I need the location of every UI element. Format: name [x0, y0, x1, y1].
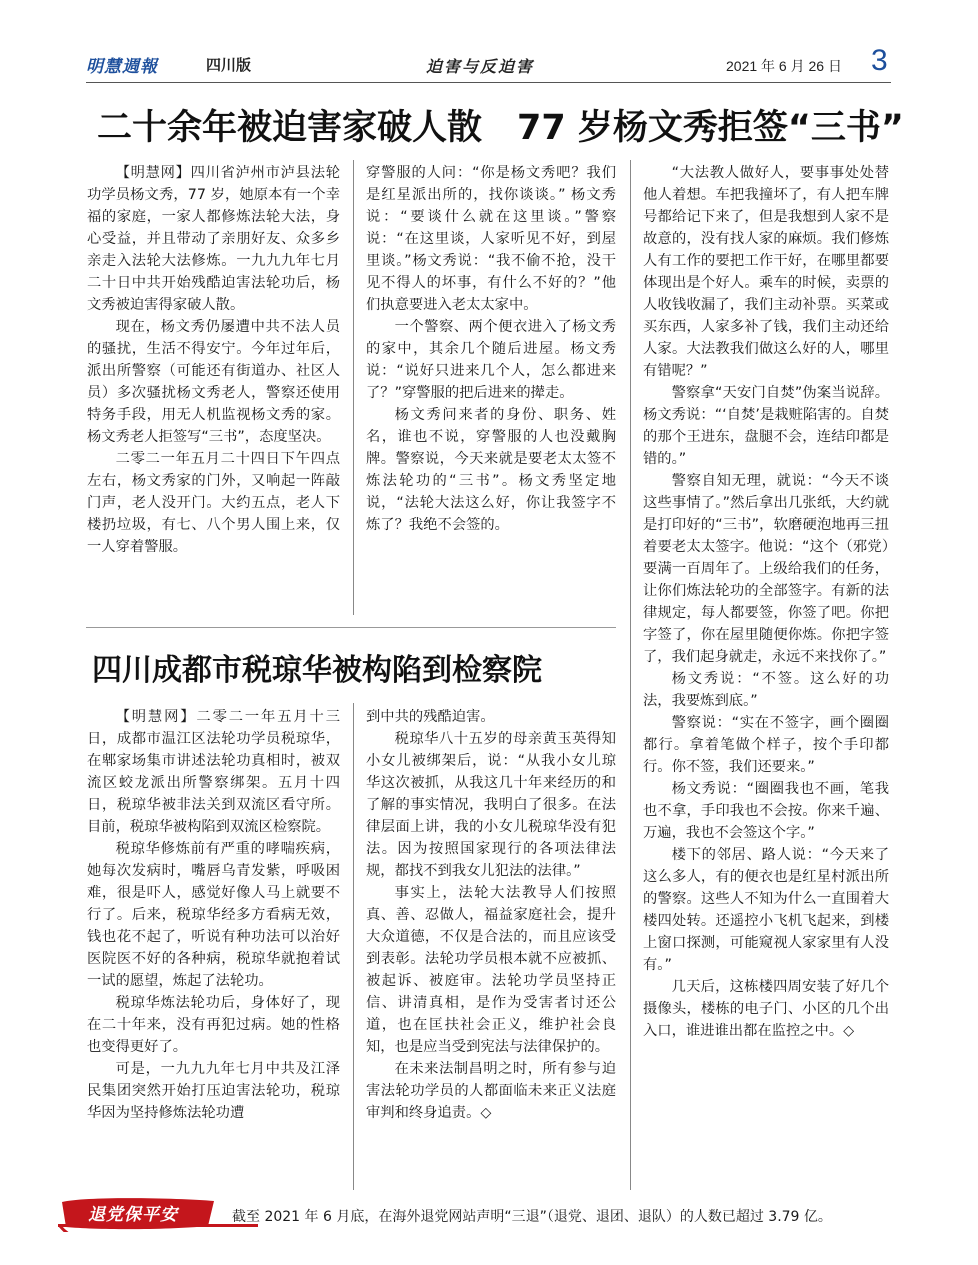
article-1-paragraph: 警察说：“实在不签字，画个圈圈都行。拿着笔做个样子，按个手印都行。你不签，我们还要来。” — [643, 715, 889, 775]
article-1-paragraph: 几天后，这栋楼四周安装了好几个摄像头，楼栋的电子门、小区的几个出入口，谁进谁出都在监控之中。◇ — [643, 979, 889, 1039]
article-2-column-2 — [366, 706, 616, 1124]
article-1-column-3 — [643, 162, 889, 1042]
issue-date: 2021 年 6 月 26 日 — [726, 58, 842, 74]
footer-notice: 截至 2021 年 6 月底，在海外退党网站声明“三退”（退党、退团、退队）的人数已超过 3.79 亿。 — [232, 1209, 832, 1225]
header-rule — [86, 82, 891, 83]
masthead: 明慧週報 — [86, 57, 158, 77]
badge-label: 退党保平安 — [88, 1205, 178, 1225]
article-2-paragraph: 税琼华八十五岁的母亲黄玉英得知小女儿被绑架后，说：“从我小女儿琼华这次被抓，从我这几十年来经历的和了解的事实情况，我明白了很多。在法律层面上讲，我的小女儿税琼华没有犯法。因为按照国家现行的各项法律法规，都找不到我女儿犯法的法律。” — [366, 731, 616, 879]
article-1-paragraph: 警察自知无理，就说：“今天不谈这些事情了。”然后拿出几张纸，大约就是打印好的“三书”，软磨硬泡地再三扭着要老太太签字。他说：“这个（邪党）要满一百周年了。上级给我们的任务，让你们炼法轮功的全部签字。有新的法律规定，每人都要签，你签了吧。你把字签了，你在屋里随便你炼。你把字签了，我们起身就走，永远不来找你了。” — [643, 473, 889, 665]
article-2-paragraph: 税琼华炼法轮功后，身体好了，现在二十年来，没有再犯过病。她的性格也变得更好了。 — [87, 995, 340, 1055]
column-divider — [353, 160, 354, 615]
article-1-paragraph: 杨文秀说：“不签。这么好的功法，我要炼到底。” — [643, 671, 889, 709]
article-1-paragraph: “大法教人做好人，要事事处处替他人着想。车把我撞坏了，有人把车牌号都给记下来了，但是我想到人家不是故意的，没有找人家的麻烦。我们修炼人有工作的要把工作干好，在哪里都要体现出是个好人。乘车的时候，卖票的人收钱收漏了，我们主动补票。买菜或买东西，人家多补了钱，我们主动还给人家。大法教我们做这么好的人，哪里有错呢？” — [643, 165, 889, 379]
article-1-column-2 — [366, 162, 616, 536]
article-1-paragraph: 警察拿“天安门自焚”伪案当说辞。杨文秀说：“‘自焚’是栽赃陷害的。自焚的那个王进东，盘腿不会，连结印都是错的。” — [643, 385, 889, 467]
article-1-column-1 — [87, 162, 340, 558]
article-1-paragraph: 楼下的邻居、路人说：“今天来了这么多人，有的便衣也是红星村派出所的警察。这些人不知为什么一直围着大楼四处转。还遥控小飞机飞起来，到楼上窗口探测，可能窥视人家家里有人没有。” — [643, 847, 889, 973]
column-divider — [353, 703, 354, 1190]
article-2-paragraph: 税琼华修炼前有严重的哮喘疾病，她每次发病时，嘴唇乌青发紫，呼吸困难，很是吓人，感觉好像人马上就要不行了。后来，税琼华经多方看病无效，钱也花不起了，听说有种功法可以治好医院医不好的各种病，税琼华就抱着试一试的愿望，炼起了法轮功。 — [87, 841, 340, 989]
edition-label: 四川版 — [206, 56, 252, 74]
article-1-paragraph: 二零二一年五月二十四日下午四点左右，杨文秀家的门外，又响起一阵敲门声，老人没开门。大约五点，老人下楼扔垃圾，有七、八个男人围上来，仅一人穿着警服。 — [87, 451, 340, 555]
footer-banner — [58, 1196, 890, 1240]
article-2-paragraph: 事实上，法轮大法教导人们按照真、善、忍做人，福益家庭社会，提升大众道德，不仅是合法的，而且应该受到表彰。法轮功学员根本就不应被抓、被起诉、被庭审。法轮功学员坚持正信、讲清真相，是作为受害者讨还公道，也在匡扶社会正义，维护社会良知，也是应当受到宪法与法律保护的。 — [366, 885, 616, 1055]
article-1-paragraph-continued: 穿警服的人问：“你是杨文秀吧？我们是红星派出所的，找你谈谈。” 杨文秀说：“要谈什么就在这里谈。”警察说：“在这里谈，人家听见不好，到屋里谈。”杨文秀说：“我不偷不抢，没干见不得人的坏事，有什么不好的？”他们执意要进入老太太家中。 — [366, 165, 616, 313]
section-title: 迫害与反迫害 — [426, 57, 535, 76]
article-2-paragraph-continued: 到中共的残酷迫害。 — [366, 709, 495, 725]
article-2-column-1 — [87, 706, 340, 1124]
article-divider — [86, 627, 616, 628]
article-1-paragraph: 【明慧网】四川省泸州市泸县法轮功学员杨文秀，77 岁，她原本有一个幸福的家庭，一家人都修炼法轮大法，身心受益，并且带动了亲朋好友、众多乡亲走入法轮大法修炼。一九九九年七月二十日中共开始残酷迫害法轮功后，杨文秀被迫害得家破人散。 — [87, 165, 340, 313]
page-number: 3 — [871, 44, 888, 77]
article-1-paragraph: 一个警察、两个便衣进入了杨文秀的家中，其余几个随后进屋。杨文秀说：“说好只进来几个人，怎么都进来了？”穿警服的把后进来的撵走。 — [366, 319, 616, 401]
article-2-headline: 四川成都市税琼华被构陷到检察院 — [92, 653, 542, 688]
article-1-paragraph: 杨文秀问来者的身份、职务、姓名，谁也不说，穿警服的人也没戴胸牌。警察说，今天来就是要老太太签不炼法轮功的“三书”。杨文秀坚定地说，“法轮大法这么好，你让我签字不炼了？我绝不会签的。 — [366, 407, 616, 533]
article-2-paragraph: 在未来法制昌明之时，所有参与迫害法轮功学员的人都面临未来正义法庭审判和终身追责。◇ — [366, 1061, 616, 1121]
article-1-paragraph: 杨文秀说：“圈圈我也不画，笔我也不拿，手印我也不会按。你来千遍、万遍，我也不会签这个字。” — [643, 781, 889, 841]
article-1-headline: 二十余年被迫害家破人散 77 岁杨文秀拒签“三书” — [97, 108, 904, 148]
column-divider — [630, 160, 631, 1190]
article-1-paragraph: 现在，杨文秀仍屡遭中共不法人员的骚扰，生活不得安宁。今年过年后，派出所警察（可能还有街道办、社区人员）多次骚扰杨文秀老人，警察还使用特务手段，用无人机监视杨文秀的家。杨文秀老人拒签写“三书”，态度坚决。 — [87, 319, 340, 445]
page-header — [86, 44, 891, 82]
article-2-paragraph: 【明慧网】二零二一年五月十三日，成都市温江区法轮功学员税琼华，在郫家场集市讲述法轮功真相时，被双流区蛟龙派出所警察绑架。五月十四日，税琼华被非法关到双流区看守所。目前，税琼华被构陷到双流区检察院。 — [87, 709, 340, 835]
article-2-paragraph: 可是，一九九九年七月中共及江泽民集团突然开始打压迫害法轮功，税琼华因为坚持修炼法轮功遭 — [87, 1061, 340, 1121]
